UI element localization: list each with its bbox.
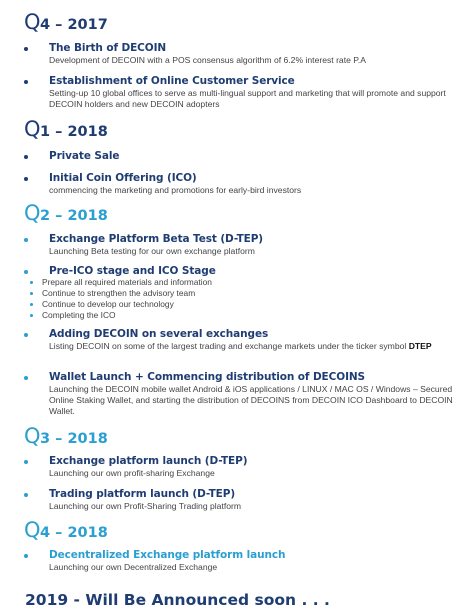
quarter-letter: Q [24, 117, 41, 141]
sub-list-item [42, 310, 116, 320]
ticker-symbol: DTEP [408, 340, 432, 351]
bullet-icon [24, 80, 28, 84]
quarter-letter: Q [24, 10, 41, 34]
bullet-icon [24, 155, 28, 159]
quarter-heading-q3-2018 [24, 424, 108, 448]
milestone-title: Decentralized Exchange platform launch [49, 549, 286, 561]
bullet-icon [24, 177, 28, 181]
quarter-year: 1 – 2018 [40, 124, 108, 140]
bullet-icon [24, 460, 28, 464]
sub-list-item [42, 277, 212, 287]
milestone-title: Private Sale [49, 150, 120, 162]
quarter-year: 2 – 2018 [40, 208, 108, 224]
quarter-year: 3 – 2018 [40, 431, 108, 447]
quarter-letter: Q [24, 518, 41, 542]
announcement-footer: 2019 - Will Be Announced soon . . . [25, 591, 330, 609]
sub-list-item [42, 288, 195, 298]
milestone-title: Exchange platform launch (D-TEP) [49, 455, 248, 467]
quarter-year: 4 – 2017 [40, 17, 108, 33]
bullet-icon [24, 238, 28, 242]
quarter-heading-q4-2017 [24, 10, 108, 34]
sub-item-text: Continue to develop our technology [42, 299, 174, 309]
milestone-title: Initial Coin Offering (ICO) [49, 172, 197, 184]
milestone-description: Launching our own profit-sharing Exchange [49, 467, 215, 478]
milestone-title: The Birth of DECOIN [49, 42, 167, 54]
milestone-title: Exchange Platform Beta Test (D-TEP) [49, 233, 264, 245]
quarter-heading-q2-2018 [24, 201, 108, 225]
sub-bullet-icon [30, 314, 33, 317]
bullet-icon [24, 333, 28, 337]
quarter-heading-q1-2018 [24, 117, 108, 141]
milestone-description: Launching our own Decentralized Exchange [49, 561, 218, 572]
milestone-title: Pre-ICO stage and ICO Stage [49, 265, 216, 277]
milestone-description: Setting-up 10 global offices to serve as multi-lingual support and marketing that will promote and support DECOIN holders and new DECOIN adopters [49, 87, 446, 109]
bullet-icon [24, 376, 28, 380]
milestone-title: Wallet Launch + Commencing distribution of DECOINS [49, 371, 366, 383]
milestone-description: commencing the marketing and promotions for early-bird investors [49, 184, 302, 195]
milestone-description: Launching the DECOIN mobile wallet Android & iOS applications / LINUX / MAC OS / Windows – Secured Online Staking Wallet, and starting the distribution of DECOINS from DECOIN ICO Dashboard to DECOIN Wallet. [49, 383, 453, 416]
milestone-title: Establishment of Online Customer Service [49, 75, 295, 87]
quarter-heading-q4-2018 [24, 518, 108, 542]
sub-item-text: Continue to strengthen the advisory team [42, 288, 196, 298]
bullet-icon [24, 47, 28, 51]
quarter-year: 4 – 2018 [40, 525, 108, 541]
sub-bullet-icon [30, 303, 33, 306]
sub-list-item [42, 299, 174, 309]
milestone-description: Launching our own Profit-Sharing Trading platform [49, 500, 242, 511]
quarter-letter: Q [24, 201, 41, 225]
milestone-title: Trading platform launch (D-TEP) [49, 488, 236, 500]
milestone-description [49, 341, 454, 352]
bullet-icon [24, 554, 28, 558]
milestone-description: Development of DECOIN with a POS consensus algorithm of 6.2% interest rate P.A [49, 54, 367, 65]
sub-item-text: Completing the ICO [42, 310, 116, 320]
milestone-description: Launching Beta testing for our own exchange platform [49, 245, 255, 256]
sub-item-text: Prepare all required materials and information [42, 277, 212, 287]
sub-bullet-icon [30, 292, 33, 295]
milestone-title: Adding DECOIN on several exchanges [49, 328, 269, 340]
quarter-letter: Q [24, 424, 41, 448]
description-text: Listing DECOIN on some of the largest trading and exchange markets under the ticker symbol [49, 340, 407, 351]
sub-bullet-icon [30, 281, 33, 284]
bullet-icon [24, 493, 28, 497]
bullet-icon [24, 270, 28, 274]
